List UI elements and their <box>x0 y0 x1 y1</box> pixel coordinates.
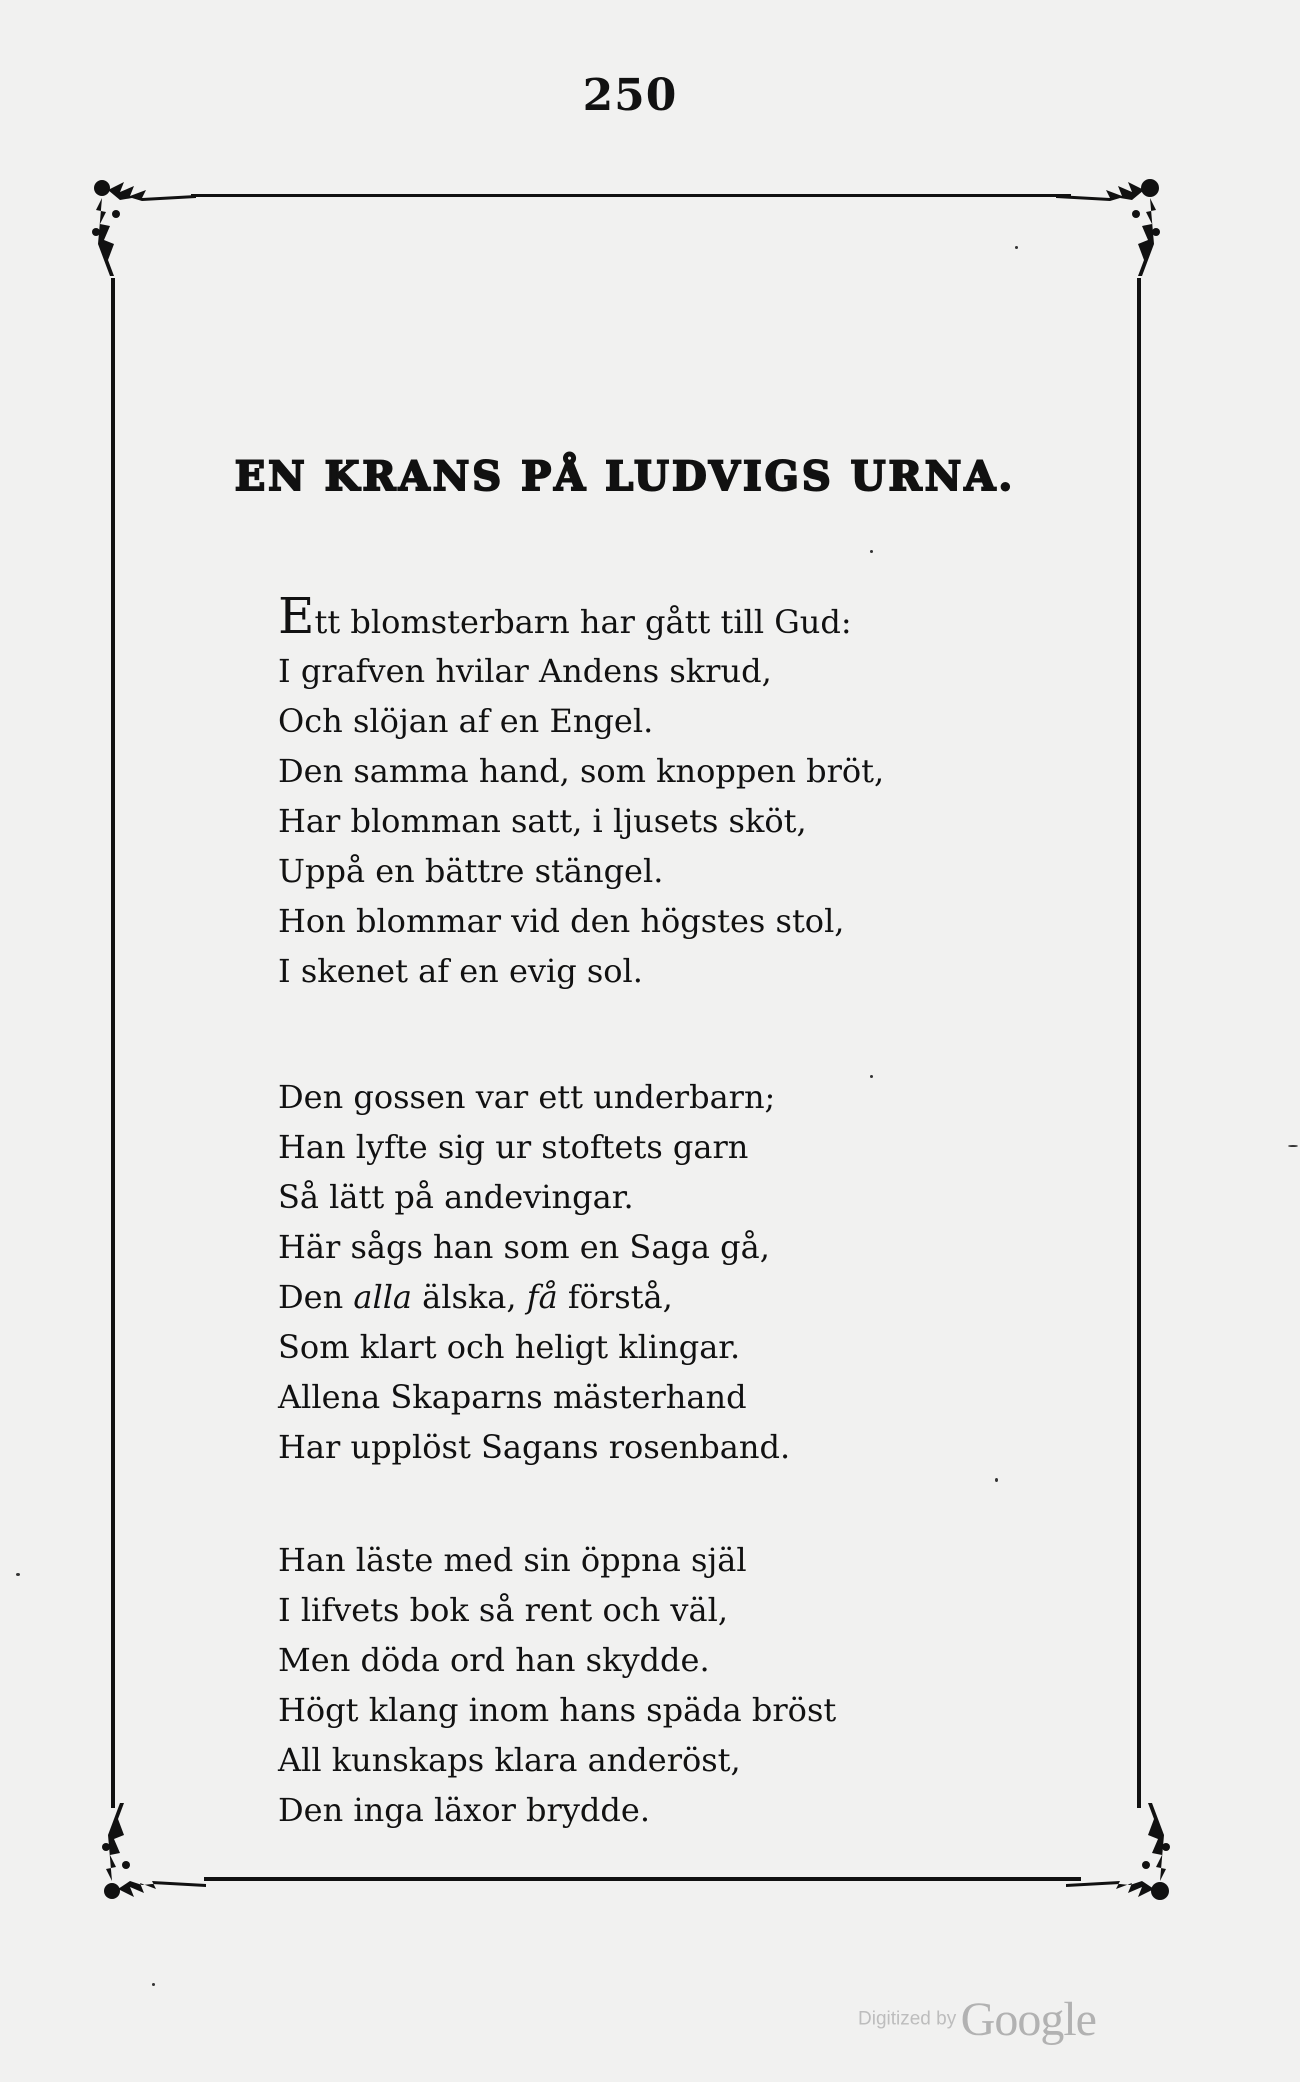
scan-speck <box>16 1573 20 1576</box>
floral-corner-ornament-icon <box>1056 1803 1176 1913</box>
scan-speck <box>1288 1145 1298 1147</box>
poem-line: Har blomman satt, i ljusets sköt, <box>278 802 807 840</box>
poem-line-text: tt blomsterbarn har gått till Gud: <box>314 603 852 641</box>
poem-line <box>278 1272 790 1322</box>
stanza-1 <box>278 587 885 996</box>
stanza-2 <box>278 1072 790 1472</box>
poem-line-text: Den <box>278 1278 354 1316</box>
poem-line: Högt klang inom hans späda bröst <box>278 1691 837 1729</box>
italic-word: alla <box>353 1278 412 1316</box>
poem-line: Som klart och heligt klingar. <box>278 1328 741 1366</box>
poem-line: Har upplöst Sagans rosenband. <box>278 1428 791 1466</box>
frame-top-rule <box>191 194 1071 197</box>
floral-corner-ornament-icon <box>86 168 206 278</box>
poem-line: I lifvets bok så rent och väl, <box>278 1591 728 1629</box>
poem-line: Uppå en bättre stängel. <box>278 852 664 890</box>
poem-line: Här sågs han som en Saga gå, <box>278 1228 770 1266</box>
poem-title: EN KRANS PÅ LUDVIGS URNA. <box>234 453 1016 500</box>
floral-corner-ornament-icon <box>96 1803 216 1913</box>
poem-line: Men döda ord han skydde. <box>278 1641 710 1679</box>
poem-line: Den gossen var ett underbarn; <box>278 1078 776 1116</box>
poem-line: Den samma hand, som knoppen bröt, <box>278 752 885 790</box>
frame-right-rule <box>1137 278 1141 1808</box>
poem-line-text: älska, <box>412 1278 527 1316</box>
scan-speck <box>152 1983 155 1986</box>
poem-line <box>278 587 884 646</box>
poem-line: I grafven hvilar Andens skrud, <box>278 652 772 690</box>
poem-line: Allena Skaparns mästerhand <box>278 1378 747 1416</box>
stanza-3 <box>278 1535 836 1835</box>
poem-line: Den inga läxor brydde. <box>278 1791 650 1829</box>
poem-line: Han lyfte sig ur stoftets garn <box>278 1128 749 1166</box>
scan-speck <box>1015 246 1018 249</box>
scan-speck <box>870 550 873 553</box>
drop-cap: E <box>278 587 315 645</box>
poem-line: Så lätt på andevingar. <box>278 1178 634 1216</box>
poem-line: Hon blommar vid den högstes stol, <box>278 902 845 940</box>
floral-corner-ornament-icon <box>1046 168 1166 278</box>
poem-line: Han läste med sin öppna själ <box>278 1541 747 1579</box>
frame-bottom-rule <box>204 1877 1081 1881</box>
poem-line: I skenet af en evig sol. <box>278 952 643 990</box>
poem-line: All kunskaps klara anderöst, <box>278 1741 741 1779</box>
scan-speck <box>995 1478 998 1482</box>
poem-line: Och slöjan af en Engel. <box>278 702 654 740</box>
poem-line-text: förstå, <box>557 1278 673 1316</box>
italic-word: få <box>526 1278 558 1316</box>
frame-left-rule <box>111 278 115 1808</box>
scan-speck <box>870 1075 873 1078</box>
digitized-watermark <box>858 1992 1096 2047</box>
watermark-prefix: Digitized by <box>858 2008 957 2030</box>
page-number: 250 <box>582 70 678 121</box>
google-logo: Google <box>960 1993 1096 2046</box>
